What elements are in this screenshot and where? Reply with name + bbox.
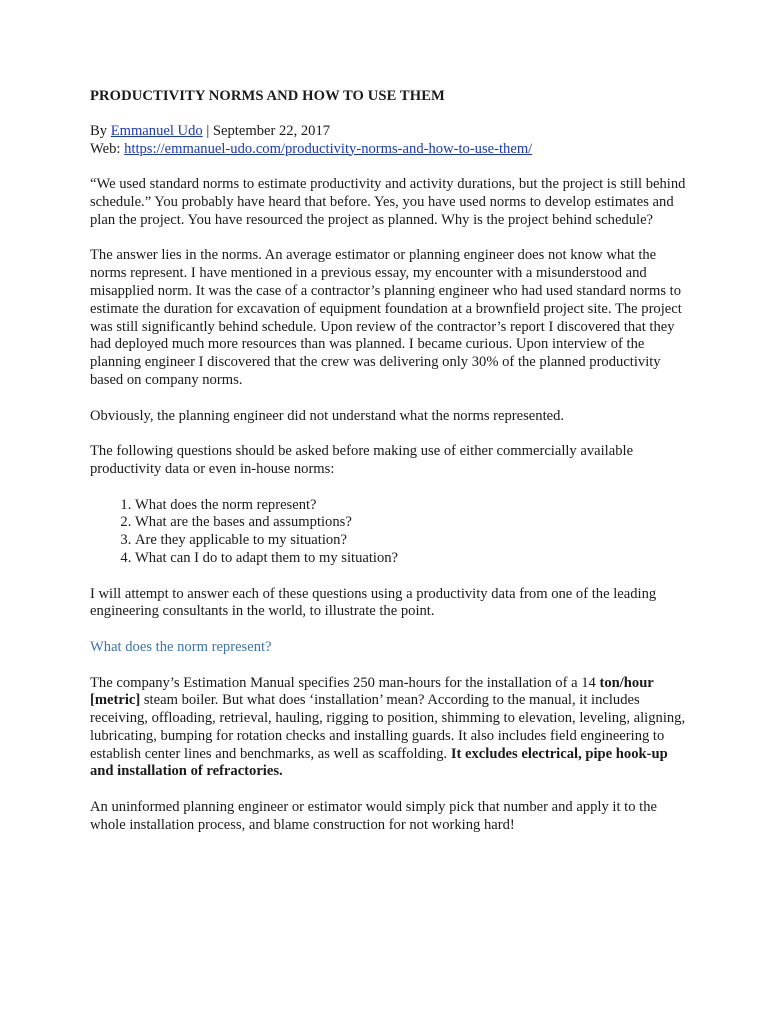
by-label: By	[90, 122, 111, 139]
manual-bold-excludes: It excludes electrical, pipe hook-up and installation of refractories.	[90, 745, 668, 780]
questions-list	[90, 497, 690, 568]
manual-text-2: steam boiler. But what does ‘installation’ mean? According to the manual, it includes receiving, offloading, retrieval, hauling, rigging to position, shimming to elevation, leveling, aligning, lubricating, bumping for rotation checks and installing guards. It also includes field engineering to establish center lines and benchmarks, as well as scaffolding.	[90, 692, 686, 762]
paragraph-answer: The answer lies in the norms. An average estimator or planning engineer does not know what the norms represent. I have mentioned in a previous essay, my encounter with a misunderstood and misapplied norm. It was the case of a contractor’s planning engineer who had used standard norms to estimate the duration for excavation of equipment foundation at a brownfield project site. The project was still significantly behind schedule. Upon review of the contractor’s report I discovered that they had deployed much more resources than was planned. I became curious. Upon interview of the planning engineer I discovered that the crew was delivering only 30% of the planned productivity based on company norms.	[90, 247, 682, 388]
list-item: 1. What does the norm represent?	[135, 497, 690, 515]
web-label: Web:	[90, 140, 125, 157]
publish-date: | September 22, 2017	[202, 122, 331, 139]
list-item: 2. What are the bases and assumptions?	[135, 514, 690, 532]
article-url-link[interactable]: https://emmanuel-udo.com/productivity-norms-and-how-to-use-them/	[124, 140, 533, 157]
list-item: 3. Are they applicable to my situation?	[135, 532, 690, 550]
manual-bold-unit: ton/hour [metric]	[90, 674, 654, 709]
paragraph-conclusion: An uninformed planning engineer or estimator would simply pick that number and apply it to the whole installation process, and blame construction for not working hard!	[90, 799, 658, 833]
paragraph-obviously: Obviously, the planning engineer did not understand what the norms represented.	[90, 407, 565, 424]
manual-text-1: The company’s Estimation Manual specifies 250 man-hours for the installation of a 14	[90, 674, 600, 691]
paragraph-questions-intro: The following questions should be asked before making use of either commercially available productivity data or even in-house norms:	[90, 443, 634, 477]
web-line	[90, 141, 690, 159]
spacer	[90, 158, 690, 176]
paragraph-intro: “We used standard norms to estimate productivity and activity durations, but the project is still behind schedule.” You probably have heard that before. Yes, you have used norms to develop estimates and plan the project. You have resourced the project as planned. Why is the project behind schedule?	[90, 176, 686, 228]
list-item: 4. What can I do to adapt them to my situation?	[135, 550, 690, 568]
section-heading: What does the norm represent?	[90, 638, 272, 655]
byline	[90, 123, 690, 141]
paragraph-manual	[90, 675, 690, 782]
paragraph-attempt: I will attempt to answer each of these questions using a productivity data from one of the leading engineering consultants in the world, to illustrate the point.	[90, 585, 657, 620]
document-title: PRODUCTIVITY NORMS AND HOW TO USE THEM	[90, 88, 445, 104]
document-page	[90, 88, 690, 852]
author-link[interactable]: Emmanuel Udo	[110, 122, 203, 139]
